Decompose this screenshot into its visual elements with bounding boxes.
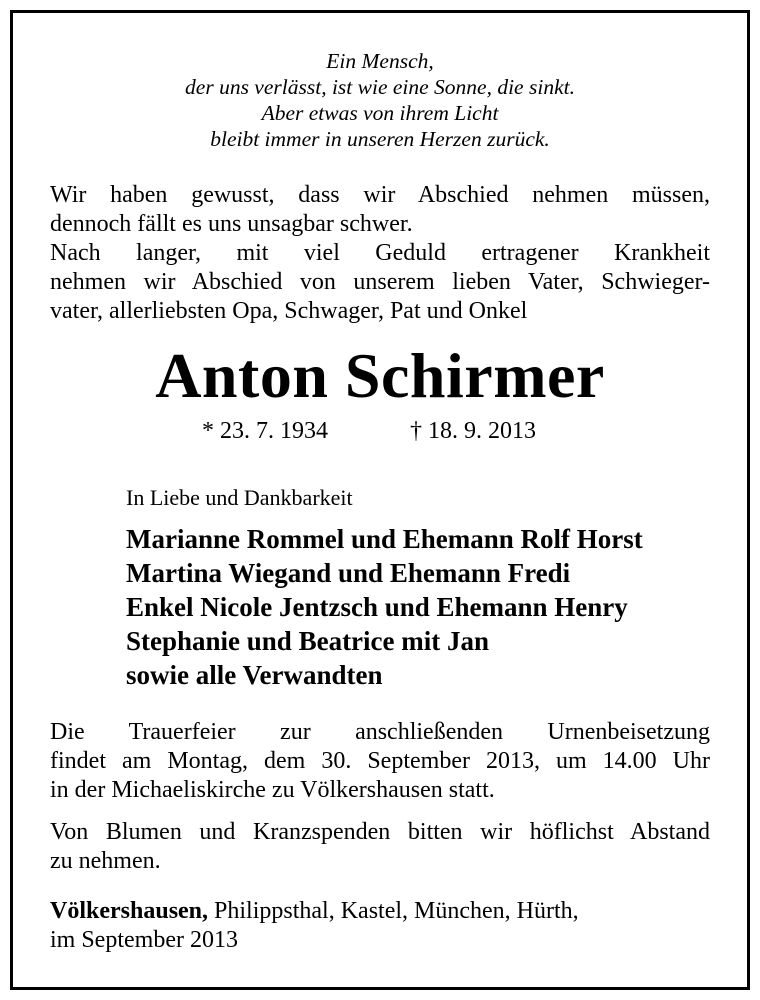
signoff-places [50,897,710,926]
mourner-name: Martina Wiegand und Ehemann Fredi [126,558,571,588]
signoff-other-places: Philippsthal, Kastel, München, Hürth, [208,898,579,924]
mourners-list [126,522,643,692]
mourner-name: Stephanie und Beatrice mit Jan [126,626,490,656]
intro-text [50,181,710,326]
intro-line: nehmen wir Abschied von unserem lieben Vater, Schwieger- [50,269,710,295]
intro-line: Wir haben gewusst, dass wir Abschied nehmen müssen, [50,182,710,208]
funeral-info [50,718,710,805]
mourner-name: Enkel Nicole Jentzsch und Ehemann Henry [126,592,628,622]
flowers-note [50,818,710,876]
poem-line: der uns verlässt, ist wie eine Sonne, die sinkt. [185,75,575,99]
intro-line: dennoch fällt es uns unsagbar schwer. [50,211,413,237]
signoff-date: im September 2013 [50,927,238,953]
poem-line: Aber etwas von ihrem Licht [261,101,499,125]
mourners-intro: In Liebe und Dankbarkeit [126,485,353,510]
flowers-line: Von Blumen und Kranzspenden bitten wir höflichst Abstand [50,819,710,845]
signoff [50,897,710,955]
funeral-line: Die Trauerfeier zur anschließenden Urnenbeisetzung [50,719,710,745]
deceased-name: Anton Schirmer [155,340,605,411]
intro-line: Nach langer, mit viel Geduld ertragener Krankheit [50,240,710,266]
flowers-line: zu nehmen. [50,848,161,874]
funeral-line: findet am Montag, dem 30. September 2013, um 14.00 Uhr [50,748,710,774]
birth-date: * 23. 7. 1934 [202,418,328,444]
intro-line: vater, allerliebsten Opa, Schwager, Pat und Onkel [50,298,528,324]
poem-line: bleibt immer in unseren Herzen zurück. [210,127,550,151]
memorial-poem [0,48,760,152]
death-date: † 18. 9. 2013 [410,418,536,444]
signoff-main-place: Völkershausen, [50,898,209,924]
mourner-name: Marianne Rommel und Ehemann Rolf Horst [126,524,643,554]
mourner-name: sowie alle Verwandten [126,660,383,690]
poem-line: Ein Mensch, [326,49,434,73]
funeral-line: in der Michaeliskirche zu Völkershausen statt. [50,777,495,803]
